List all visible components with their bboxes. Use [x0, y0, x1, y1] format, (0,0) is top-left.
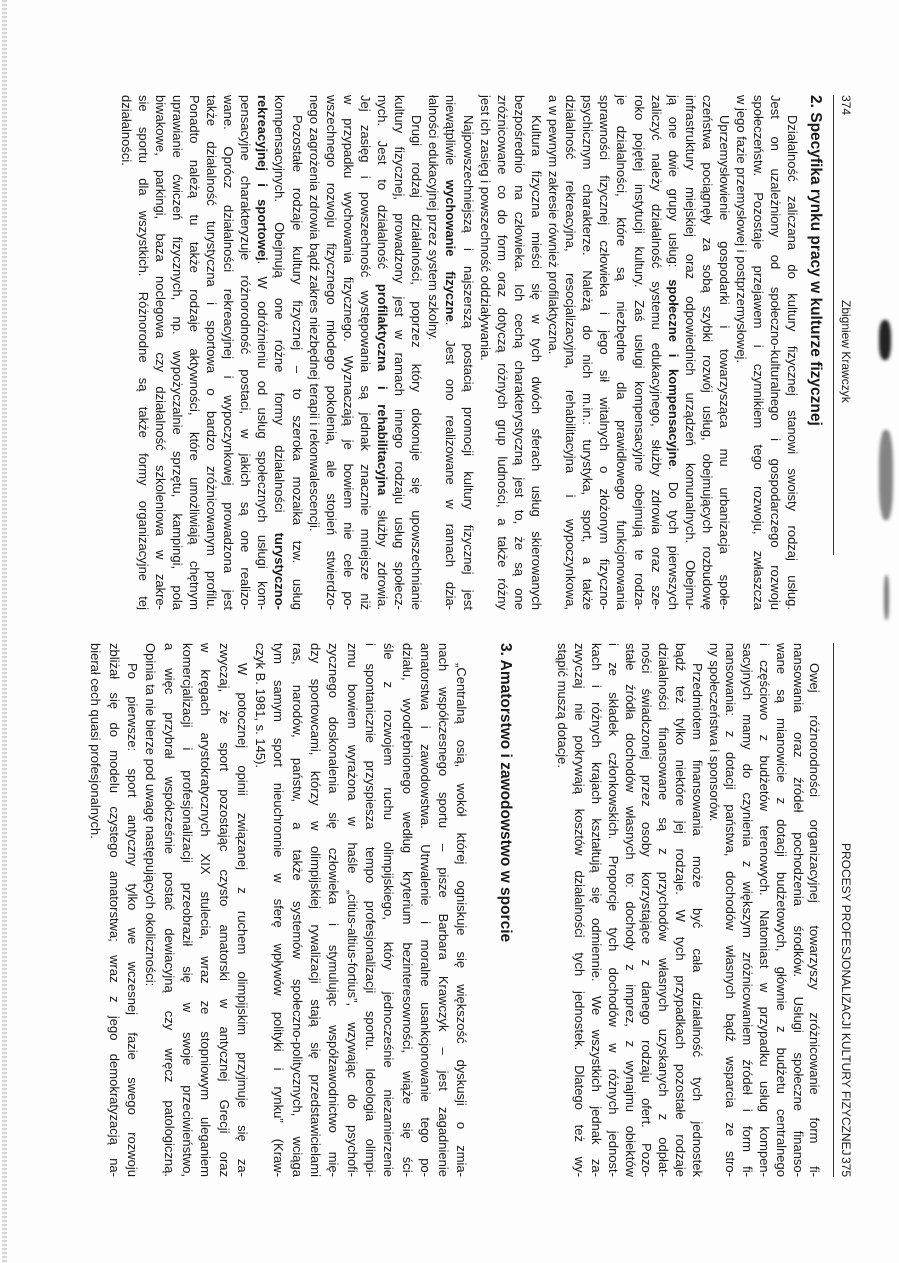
page-375: [0, 643, 899, 1177]
text-line: [571, 643, 588, 1177]
text-segment: kompensacyjnych. Obejmują one różne formy działalności: [272, 95, 288, 533]
text-segment: psychicznym charakterze. Należą do nich m.in.: turystyka, sport, a także: [580, 95, 596, 610]
text-segment: czeństwa pociągnęły za sobą szybki rozwój usług, obejmujących rozbudowę: [700, 95, 715, 610]
text-segment: a więc przybrał współcześnie postać dewiacyjną czy wręcz patologiczną.: [161, 643, 177, 1177]
text-line: [767, 95, 784, 610]
text-segment: zmu bowiem wyrażona w haśle „citius-altius-fortius”, wzywając do psychofi-: [344, 643, 360, 1177]
bold-term: turystyczno-: [272, 532, 288, 610]
text-segment: stałe źródła dochodów własnych to: dochody z imprez, z wynajmu obiektów: [622, 643, 638, 1177]
text-segment: Uprzemysłowienie gospodarki i towarzysząca mu urbanizacja społe-: [717, 115, 733, 610]
text-line: [323, 95, 340, 610]
text-line: [631, 95, 648, 610]
text-segment: nach współczesnego sportu – pisze Barbara Krawczyk – jest zagadnienie: [436, 643, 452, 1177]
text-line: [562, 95, 579, 610]
text-segment: a w pewnym zakresie również profilaktyczna.: [546, 95, 562, 355]
text-line: [648, 95, 665, 610]
text-segment: działalność rekreacyjna, resocjalizacyjna, rehabilitacyjna i wypoczynkowa,: [563, 95, 579, 610]
text-line: [88, 643, 105, 1177]
text-segment: uprawianie ćwiczeń fizycznych, np. wypożyczalnie sprzętu, kampingi, pola: [169, 95, 185, 610]
page-374: [0, 95, 899, 610]
text-segment: kultury fizycznej, prowadzony jest w ramach innego rodzaju usług społecz-: [392, 95, 408, 610]
bold-term: profilaktyczna i rehabilitacyjna: [375, 283, 391, 496]
text-line: [237, 95, 254, 610]
text-line: [374, 95, 391, 610]
text-line: [435, 643, 452, 1177]
text-line: [135, 95, 152, 610]
text-line: [622, 643, 639, 1177]
text-segment: działalności.: [118, 95, 134, 166]
text-segment: biwakowe, parkingi, baza noclegowa czy działalność szkoleniowa w zakre-: [152, 95, 168, 610]
text-line: [252, 643, 269, 1177]
section-title: 2. Specyfika rynku pracy w kulturze fizycznej: [807, 95, 824, 426]
text-segment: jest ich zasięg i powszechność oddziaływania.: [477, 95, 493, 361]
text-line: [289, 643, 306, 1177]
text-line: [689, 643, 706, 1177]
text-line: [494, 95, 511, 610]
text-line: [216, 643, 233, 1177]
text-segment: Pozostałe rodzaje kultury fizycznej – to szeroka mozaika tzw. usług: [289, 115, 305, 610]
text-segment: . Do tych pierwszych: [665, 466, 681, 611]
text-line: [325, 643, 342, 1177]
text-line: [672, 643, 689, 1177]
text-segment: także działalność turystyczna i sportowa o bardzo zróżnicowanym profilu.: [204, 95, 220, 610]
text-segment: zróżnicowane co do form oraz dotyczą różnych grup ludności, a także różny: [494, 95, 510, 610]
text-line: [254, 95, 271, 610]
text-line: [706, 643, 723, 1177]
text-line: [271, 643, 288, 1177]
text-line: [596, 95, 613, 610]
header-rule: [833, 643, 834, 1177]
text-line: [307, 643, 324, 1177]
text-line: [785, 95, 802, 610]
text-line: [357, 95, 374, 610]
text-line: [454, 643, 471, 1177]
text-line: [528, 95, 545, 610]
text-segment: i częściowo z budżetów terenowych. Natomiast w przypadku usług kompen-: [757, 643, 773, 1177]
text-segment: wane. Oprócz działalności rekreacyjnej i wypoczynkowej prowadzona jest: [221, 95, 237, 610]
text-segment: w jego fazie przemysłowej i postprzemysłowej.: [734, 95, 750, 364]
text-line: [344, 643, 361, 1177]
text-line: [545, 95, 562, 610]
text-line: [460, 95, 477, 610]
text-segment: Jest on uzależniony od społeczno-kulturalnego i gospodarczego rozwoju: [768, 95, 784, 610]
text-line: [417, 643, 434, 1177]
text-segment: zwyczaj, że sport pozostając czysto amatorski w antycznej Grecji oraz: [216, 643, 232, 1177]
text-segment: infrastruktury miejskiej oraz odpowiednich urządzeń komunalnych. Obejmu-: [682, 95, 698, 610]
text-line: [106, 643, 123, 1177]
text-segment: roko pojętej instytucji kultury. Zaś usługi kompensacyjne obejmują te rodza-: [631, 95, 647, 610]
text-segment: sacyjnych mamy do czynienia z większym zróżnicowaniem źródeł i form fi-: [740, 643, 756, 1177]
text-line: [197, 643, 214, 1177]
running-head: PROCESY PROFESJONALIZACJI KULTURY FIZYCZNEJ: [839, 843, 853, 1156]
page-number: 374: [839, 95, 853, 116]
running-head: Zbigniew Krawczyk: [839, 300, 853, 403]
header-rule: [833, 95, 834, 555]
text-segment: czyk B. 1981, s. 145).: [253, 643, 269, 769]
text-segment: pensacyjne charakteryzuje różnorodność postaci, w jakich są one realizo-: [238, 95, 254, 610]
text-line: [773, 643, 790, 1177]
text-line: [739, 643, 756, 1177]
text-segment: Działalność zaliczana do kultury fizycznej stanowi swoisty rodzaj usług.: [785, 115, 801, 610]
text-line: [807, 643, 824, 1177]
text-segment: Owej różnorodności organizacyjnej towarzyszy zróżnicowanie form fi-: [807, 663, 823, 1177]
text-segment: kach i różnych krajach kształtują się odmiennie. We wszystkich jednak za-: [589, 643, 605, 1177]
text-segment: i spontanicznie przyspiesza tempo profesjonalizacji sportu. Ideologia olimpi-: [363, 643, 378, 1177]
text-segment: . Jest ono realizowane w ramach dzia-: [443, 321, 459, 611]
text-line: [733, 95, 750, 610]
text-segment: Jej zasięg i powszechność występowania są jednak znacznie mniejsze niż: [358, 95, 373, 610]
text-segment: Przedmiotem finansowania może być cała działalność tych jednostek: [689, 663, 705, 1177]
text-segment: zaliczyć należy działalność systemu edukacyjnego, służby zdrowia oraz sze-: [648, 95, 664, 610]
text-line: [682, 95, 699, 610]
text-line: [306, 95, 323, 610]
text-line: [511, 95, 528, 610]
text-segment: ras, narodów, państw, a także systemów społeczno-politycznych, wciąga: [289, 643, 305, 1177]
text-segment: śle z rozwojem ruchu olimpijskiego, który jednocześnie niezamierzenie: [381, 643, 397, 1177]
text-line: [289, 95, 306, 610]
text-segment: Drugi rodzaj działalności, poprzez który dokonuje się upowszechnianie: [409, 115, 425, 610]
bold-term: społeczne i kompensacyjne: [665, 279, 681, 467]
text-line: [169, 95, 186, 610]
text-line: [477, 95, 494, 610]
text-segment: ny społeczeństwa i sponsorów.: [706, 643, 722, 822]
text-segment: w przypadku wychowania fizycznego. Wyznaczają je bowiem nie cele po-: [340, 95, 356, 610]
text-segment: sie sportu dla wszystkich. Różnorodne są także formy organizacyjne tej: [135, 95, 151, 610]
text-line: [443, 95, 460, 610]
text-line: [555, 643, 572, 1177]
text-segment: nansowania: z dotacji państwa, dochodów własnych bądź wsparcia ze stro-: [723, 643, 739, 1177]
text-segment: Ponadto należą tu także rodzaje aktywności, które umożliwiają chętnym: [187, 95, 202, 610]
text-segment: ności świadczonej przez osoby korzystające z danego rodzaju ofert. Pozo-: [639, 643, 655, 1177]
text-line: [655, 643, 672, 1177]
text-line: [340, 95, 357, 610]
text-line: [605, 643, 622, 1177]
text-segment: „Centralną osią, wokół której ogniskuje się większość dyskusji o zmia-: [454, 663, 470, 1177]
text-segment: zycznego doskonalenia się człowieka i stymulując współzawodnictwo mię-: [326, 643, 342, 1177]
text-segment: działalności finansowane są z przychodów własnych uzyskanych z odpłat-: [656, 643, 672, 1177]
text-line: [203, 95, 220, 610]
text-line: [179, 643, 196, 1177]
text-segment: . W odróżnieniu od usług społecznych usługi kom-: [255, 260, 271, 611]
bold-term: rekreacyjnej i sportowej: [255, 95, 271, 261]
text-segment: komercjalizacji i profesjonalizacji przeobraził się w swoje przeciwieństwo,: [180, 643, 195, 1177]
text-line: [750, 95, 767, 610]
text-segment: zwyczaj nie pokrywają kosztów działalności tych jednostek. Dlatego też wy-: [572, 643, 588, 1177]
text-segment: Kultura fizyczna mieści się w tych dwóch sferach usług skierowanych: [529, 115, 544, 610]
text-segment: nego zagrożenia zdrowia bądź zakres niezbędnej terapii i rekonwalescencji.: [306, 95, 322, 532]
text-segment: służby zdrowia.: [375, 495, 391, 610]
text-segment: bierał cech quasi profesjonalnych.: [88, 643, 104, 839]
text-segment: Opinia ta nie bierze pod uwagę następujących okoliczności:: [143, 643, 159, 987]
text-line: [588, 643, 605, 1177]
text-segment: zbliżał się do modelu czystego amatorstwa; wraz z jego demokratyzacją na-: [106, 643, 122, 1177]
page-number: 375: [839, 1156, 853, 1177]
text-line: [234, 643, 251, 1177]
text-segment: amatorstwa i zawodowstwa. Utrwalenie i moralne usankcjonowanie tego po-: [417, 643, 433, 1177]
text-segment: dzy sportowcami, którzy w olimpijskiej rywalizacji stają się przedstawicielami: [308, 643, 324, 1177]
text-line: [142, 643, 159, 1177]
text-segment: nansowania oraz źródeł pochodzenia środków. Usługi społeczne finanso-: [790, 643, 806, 1177]
text-line: [716, 95, 733, 610]
text-line: [272, 95, 289, 610]
text-line: [790, 643, 807, 1177]
text-line: [665, 95, 682, 610]
text-segment: bądź też tylko niektóre jej rodzaje. W tych przypadkach pozostałe rodzaje: [673, 643, 689, 1177]
text-line: [756, 643, 773, 1177]
text-line: [399, 643, 416, 1177]
text-line: [118, 95, 135, 610]
text-segment: i ze składek członkowskich. Proporcje tych dochodów w różnych jednost-: [605, 643, 621, 1177]
text-line: [362, 643, 379, 1177]
text-line: [186, 95, 203, 610]
text-line: [639, 643, 656, 1177]
text-line: [425, 95, 442, 610]
text-segment: działu, wyodrębnionego według kryterium bezinteresowności, wiąże się ści-: [399, 643, 415, 1177]
text-line: [220, 95, 237, 610]
text-segment: społeczeństw. Pozostaje przejawem i czynnikiem tego rozwoju, zwłaszcza: [751, 95, 767, 610]
text-segment: ją one dwie grupy usług:: [665, 95, 681, 280]
text-segment: W potocznej opinii związanej z ruchem olimpijskim przyjmuje się za-: [234, 663, 250, 1177]
text-segment: wszechnego rozwoju fizycznego młodego pokolenia, ale stopień stwierdzo-: [323, 95, 339, 610]
bold-term: wychowanie fizyczne: [443, 179, 459, 322]
text-segment: w kręgach arystokratycznych XIX stulecia, wraz ze stopniowym uleganiem: [198, 643, 214, 1177]
text-line: [408, 95, 425, 610]
text-line: [614, 95, 631, 610]
text-line: [161, 643, 178, 1177]
text-line: [579, 95, 596, 610]
text-line: [124, 643, 141, 1177]
text-segment: niewątpliwie: [443, 95, 459, 180]
text-segment: sprawności fizycznej człowieka i jego sił witalnych o złożonym fizyczno-: [597, 95, 613, 610]
text-segment: łalności edukacyjnej przez system szkolny.: [426, 95, 442, 341]
text-line: [391, 95, 408, 610]
text-line: [152, 95, 169, 610]
text-segment: bezpośrednio na człowieka. Ich cechą charakterystyczną jest to, że są one: [511, 95, 527, 610]
text-segment: wane są mianowicie z dotacji budżetowych, głównie z budżetu centralnego: [773, 643, 789, 1177]
text-line: [380, 643, 397, 1177]
text-segment: stąpić muszą dotacje.: [555, 643, 571, 769]
text-segment: Po pierwsze: sport antyczny tylko we wczesnej fazie swego rozwoju: [125, 663, 141, 1177]
text-segment: je działalności, które są niezbędne dla prawidłowego funkcjonowania: [614, 95, 630, 610]
text-segment: nych. Jest to działalność: [375, 95, 391, 284]
text-segment: Najpowszechniejszą i najszerszą postacią promocji kultury fizycznej jest: [460, 115, 476, 610]
text-line: [723, 643, 740, 1177]
text-segment: tym samym sport nieuchronnie w sferę wpływów polityki i rynku” (Kraw-: [271, 643, 287, 1177]
section-title: 3. Amatorstwo i zawodowstwo w sporcie: [497, 643, 514, 943]
text-line: [699, 95, 716, 610]
